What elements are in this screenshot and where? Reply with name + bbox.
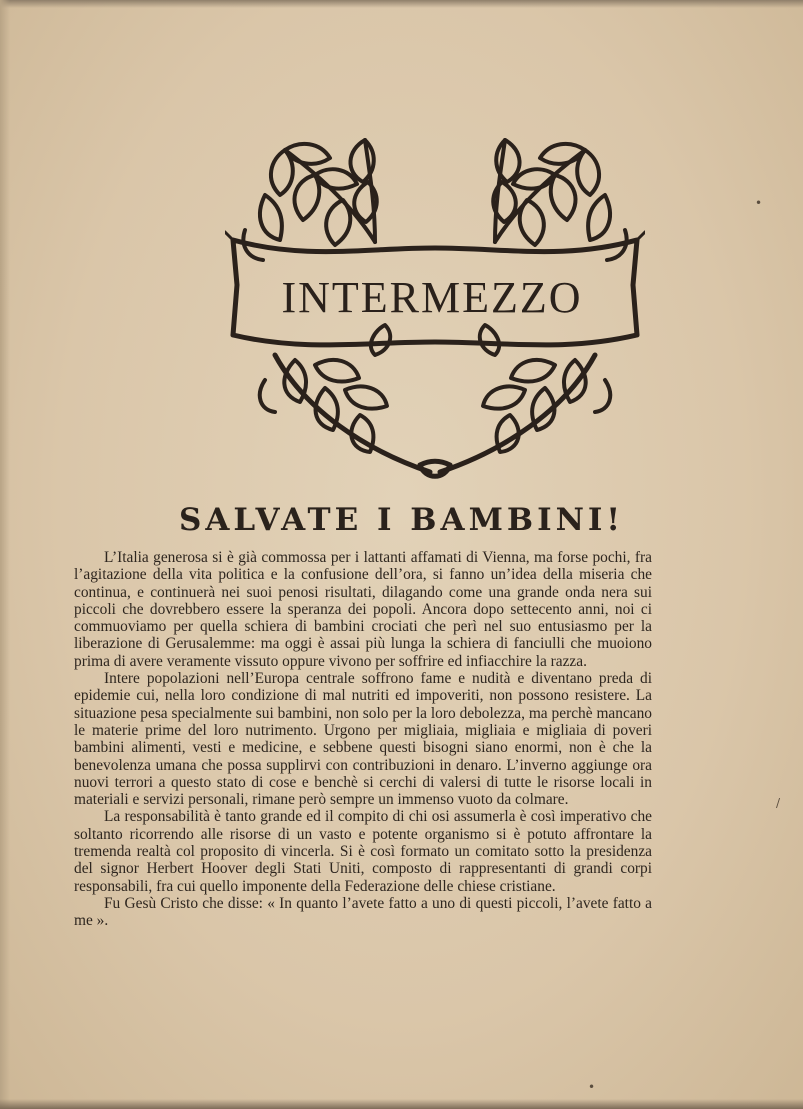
page-bottom-edge xyxy=(0,1099,803,1109)
emblem-title: INTERMEZZO xyxy=(281,272,583,322)
article-paragraph: L’Italia generosa si è già commossa per i lattanti affamati di Vienna, ma forse pochi, fra l’agitazione della vita politica e la confusione dell’ora, si fanno un’idea della miseria che continua, e continuerà nei suoi penosi risultati, dilagando come una grande onda nera sui piccoli che dovrebbero essere la speranza dei popoli. Ancora dopo settecento anni, noi ci commuoviamo per quella schiera di bambini crociati che perì nel suo entusiasmo per la liberazione di Gerusalemme: ma oggi è assai più lunga la schiera di fanciulli che muoiono prima di avere veramente vissuto oppure vivono per soffrire ed infiacchire la razza. xyxy=(74,549,652,670)
article-paragraph: Fu Gesù Cristo che disse: « In quanto l’avete fatto a uno di questi piccoli, l’avete fatto a me ». xyxy=(74,894,652,930)
paper-speck: / xyxy=(776,796,781,810)
article-heading: SALVATE I BAMBINI! xyxy=(178,502,625,538)
page-top-edge xyxy=(0,0,803,8)
article-paragraph: La responsabilità è tanto grande ed il compito di chi osi assumerla è così imperativo che soltanto ricorrendo alle risorse di un vasto e potente organismo si è potuto affrontare la tremenda realtà col proposito di vincerla. Si è così formato un comitato sotto la presidenza del signor Herbert Hoover degli Stati Uniti, composto di rappresentanti di grandi corpi responsabili, fra cui quello imponente della Federazione delle chiese cristiane. xyxy=(74,808,652,895)
article-body xyxy=(74,549,652,930)
article-paragraph: Intere popolazioni nell’Europa centrale soffrono fame e nudità e diventano preda di epidemie cui, nella loro condizione di mal nutriti ed impoveriti, non possono resistere. La situazione pesa specialmente sui bambini, non solo per la loro debolezza, ma perchè mancano le materie prime del loro nutrimento. Urgono per migliaia, migliaia e migliaia di poveri bambini alimenti, vesti e medicine, e sebbene questi bisogni siano enormi, non è che la benevolenza umana che possa supplirvi con contribuzioni in denaro. L’inverno aggiunge ora nuovi terrori a questo stato di cose e benchè si cerchi di valersi di tutte le risorse locali in materiali e servizi personali, rimane però sempre un immenso vuoto da colmare. xyxy=(74,670,652,809)
paper-speck: • xyxy=(755,196,763,210)
paper-speck: • xyxy=(588,1080,596,1094)
page-left-edge xyxy=(0,0,10,1109)
